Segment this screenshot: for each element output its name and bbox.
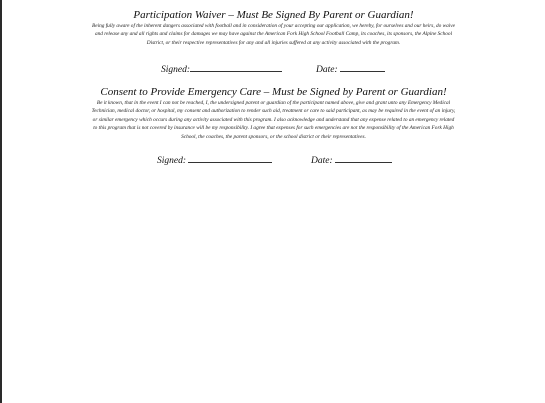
participation-waiver-section — [2, 9, 545, 47]
consent-date-line[interactable] — [311, 154, 392, 166]
waiver-date-label: Date: — [316, 65, 338, 75]
consent-date-label: Date: — [311, 156, 333, 166]
waiver-signed-line[interactable] — [161, 63, 282, 75]
document-page — [2, 0, 545, 403]
consent-date-blank[interactable] — [335, 154, 392, 163]
waiver-body: Being fully aware of the inherent dangers associated with football and in consideration of your accepting our application, we hereby, for ourselves and our heirs, do waive and release any and all rights and claims for damages we may have against the American Fork High School Football Camp, its coaches, its sponsors, the Alpine School District, or their respective representatives for any and all injuries suffered at any activity associated with the program. — [92, 23, 455, 46]
waiver-date-blank[interactable] — [340, 63, 385, 72]
waiver-date-line[interactable] — [316, 63, 385, 75]
consent-signature-blank[interactable] — [188, 154, 272, 163]
waiver-signature-blank[interactable] — [190, 63, 282, 72]
waiver-signed-label: Signed: — [161, 65, 191, 75]
consent-title: Consent to Provide Emergency Care – Must be Signed by Parent or Guardian! — [100, 86, 447, 98]
emergency-consent-section — [2, 86, 545, 141]
waiver-title: Participation Waiver – Must Be Signed By Parent or Guardian! — [133, 9, 414, 21]
consent-signed-label: Signed: — [157, 156, 187, 166]
consent-signed-line[interactable] — [157, 154, 272, 166]
consent-body: Be it known, that in the event I can not be reached, I, the undersigned parent or guardian of the participant named above, give and grant unto any Emergency Medical Technician, medical doctor, or hospital, my consent and authorization to render such aid, treatment or care to said participant, as may be required in the event of an injury, or similar emergency which occurs during any activity associated with this program. I also acknowledge and understand that any expense related to an emergency related to this program that is not covered by insurance will be my responsibility. I agree that expenses for such emergencies are not the responsibility of the American Fork High School, the coaches, the parent sponsors, or the school district or their representatives. — [91, 100, 456, 140]
